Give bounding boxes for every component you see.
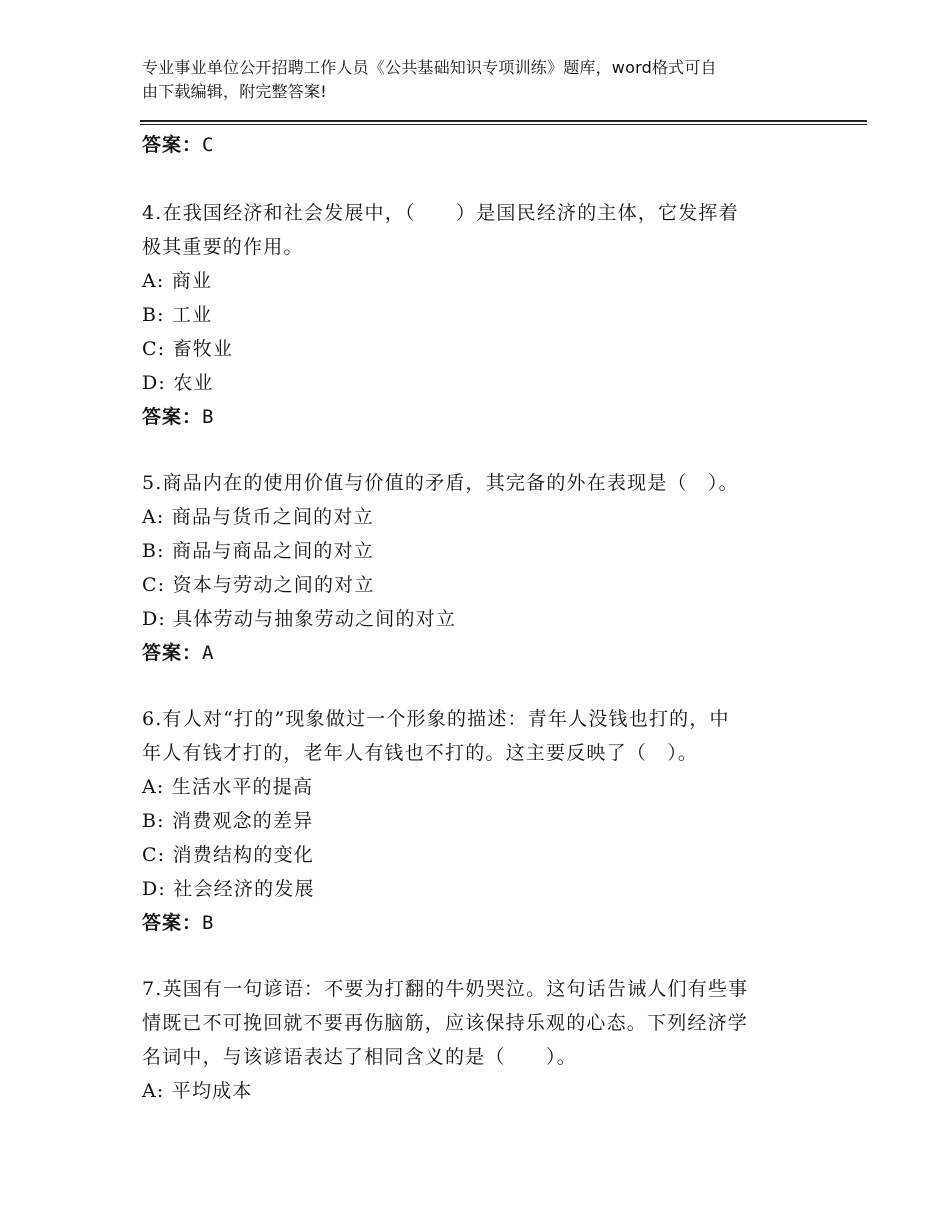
header-line-2: 由下载编辑，附完整答案! <box>142 82 327 101</box>
answer <box>142 400 812 434</box>
answer-label: 答案： <box>142 406 203 428</box>
option-a: A: 商业 <box>142 270 213 292</box>
question-list <box>142 128 812 1108</box>
option-a: A: 生活水平的提高 <box>142 776 314 798</box>
answer-label: 答案： <box>142 912 203 934</box>
question-6 <box>142 702 812 940</box>
answer-value: C <box>202 134 215 156</box>
option-d: D: 农业 <box>142 372 214 394</box>
question-7 <box>142 972 812 1108</box>
question-text-line: 年人有钱才打的，老年人有钱也不打的。这主要反映了（ ）。 <box>142 742 699 764</box>
option-b: B: 工业 <box>142 304 213 326</box>
option-b: B: 商品与商品之间的对立 <box>142 540 375 562</box>
question-text-line: 极其重要的作用。 <box>142 236 304 258</box>
answer-value: B <box>202 912 215 934</box>
answer <box>142 906 812 940</box>
question-text-line: 4.在我国经济和社会发展中，（ ）是国民经济的主体，它发挥着 <box>142 202 739 224</box>
page-header <box>142 56 812 104</box>
header-line-1: 专业事业单位公开招聘工作人员《公共基础知识专项训练》题库，word格式可自 <box>142 58 717 77</box>
answer-value: A <box>202 642 215 664</box>
option-d: D: 社会经济的发展 <box>142 878 315 900</box>
answer-label: 答案： <box>142 134 203 156</box>
question-5 <box>142 466 812 670</box>
header-rule-thick <box>140 120 867 122</box>
option-c: C: 畜牧业 <box>142 338 234 360</box>
option-a: A: 商品与货币之间的对立 <box>142 506 374 528</box>
option-c: C: 消费结构的变化 <box>142 844 314 866</box>
header-rule-thin <box>140 124 867 125</box>
answer-label: 答案： <box>142 642 203 664</box>
question-text-line: 7.英国有一句谚语：不要为打翻的牛奶哭泣。这句话告诫人们有些事 <box>142 978 749 1000</box>
question-text-line: 情既已不可挽回就不要再伤脑筋，应该保持乐观的心态。下列经济学 <box>142 1012 749 1034</box>
question-text-line: 名词中，与该谚语表达了相同含义的是（ ）。 <box>142 1046 577 1068</box>
question-text-line: 6.有人对“打的”现象做过一个形象的描述：青年人没钱也打的，中 <box>142 708 730 730</box>
answer-value: B <box>202 406 215 428</box>
question-4 <box>142 196 812 434</box>
option-a: A: 平均成本 <box>142 1080 253 1102</box>
answer <box>142 636 812 670</box>
option-c: C: 资本与劳动之间的对立 <box>142 574 375 596</box>
option-d: D: 具体劳动与抽象劳动之间的对立 <box>142 608 457 630</box>
question-text-line: 5.商品内在的使用价值与价值的矛盾，其完备的外在表现是（ ）。 <box>142 472 739 494</box>
option-b: B: 消费观念的差异 <box>142 810 314 832</box>
previous-answer <box>142 128 812 162</box>
